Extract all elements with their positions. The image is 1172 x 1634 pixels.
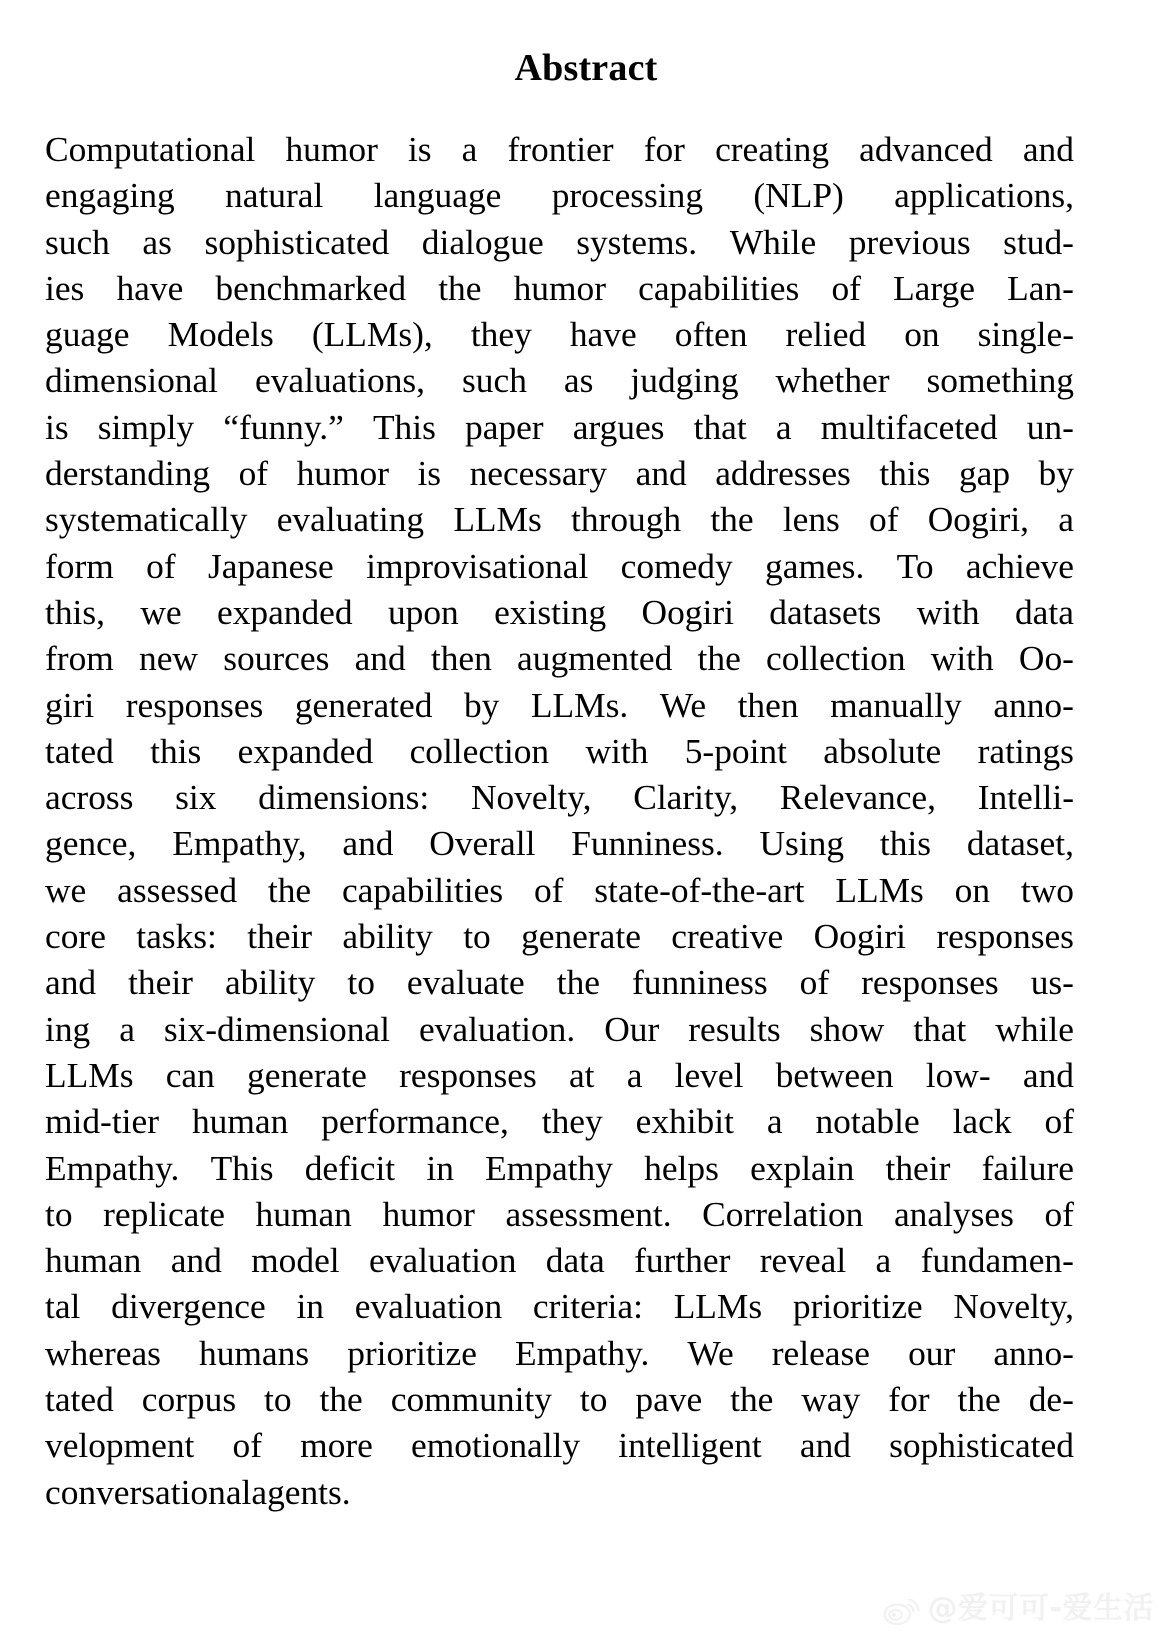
abstract-word: mid-tier <box>45 1101 160 1142</box>
abstract-word: emotionally <box>411 1425 581 1466</box>
abstract-word: evaluation. <box>418 1008 576 1049</box>
abstract-word: the <box>710 499 754 540</box>
abstract-word: the <box>957 1379 1001 1420</box>
abstract-word: and <box>342 823 394 864</box>
abstract-word: giri <box>45 684 95 725</box>
abstract-line <box>45 1237 1074 1283</box>
abstract-word: on <box>904 314 940 355</box>
abstract-word: tasks: <box>136 916 217 957</box>
abstract-word: performance, <box>321 1101 509 1142</box>
abstract-word: this <box>879 453 931 494</box>
abstract-word: can <box>165 1054 215 1095</box>
abstract-word: of <box>232 1425 263 1466</box>
abstract-word: natural <box>225 175 324 216</box>
abstract-word: we <box>45 869 87 910</box>
abstract-word: dataset, <box>966 823 1074 864</box>
abstract-word: LLMs. <box>530 684 629 725</box>
abstract-word: the <box>556 962 600 1003</box>
abstract-word: is <box>417 453 442 494</box>
abstract-word: release <box>771 1332 870 1373</box>
abstract-line <box>45 913 1074 959</box>
abstract-word: for <box>888 1379 930 1420</box>
abstract-word: Clarity, <box>633 777 739 818</box>
abstract-word: While <box>729 221 817 262</box>
abstract-word: gap <box>958 453 1011 494</box>
abstract-word: and <box>799 1425 851 1466</box>
abstract-word: prioritize <box>347 1332 477 1373</box>
abstract-word: have <box>569 314 637 355</box>
abstract-word: of <box>831 267 861 308</box>
abstract-word: two <box>1020 869 1074 910</box>
abstract-word: of <box>1044 1193 1074 1234</box>
abstract-word: failure <box>981 1147 1074 1188</box>
abstract-word: single- <box>977 314 1074 355</box>
abstract-word: ing <box>45 1008 91 1049</box>
abstract-word: simply <box>97 406 195 447</box>
abstract-line <box>45 867 1074 913</box>
abstract-word: expanded <box>237 730 374 771</box>
abstract-word: Models <box>167 314 274 355</box>
abstract-word: ratings <box>977 730 1074 771</box>
abstract-word: creating <box>715 129 830 169</box>
abstract-word: collection <box>409 730 550 771</box>
abstract-word: capabilities <box>341 869 504 910</box>
abstract-word: this <box>879 823 932 864</box>
abstract-word: such <box>45 221 110 262</box>
abstract-word: sources <box>223 638 330 679</box>
abstract-line <box>45 1191 1074 1237</box>
abstract-word: pave <box>635 1379 703 1420</box>
abstract-word: collection <box>766 638 906 679</box>
abstract-word: with <box>930 638 994 679</box>
abstract-word: often <box>674 314 748 355</box>
abstract-word: anno- <box>993 1332 1074 1373</box>
abstract-line <box>45 1052 1074 1098</box>
abstract-word: LLMs <box>45 1054 134 1095</box>
abstract-word: Empathy, <box>172 823 307 864</box>
abstract-line <box>45 404 1074 450</box>
abstract-line <box>45 728 1074 774</box>
abstract-word: humans <box>199 1332 310 1373</box>
abstract-word: of <box>869 499 899 540</box>
abstract-word: evaluation <box>354 1286 503 1327</box>
abstract-line-list <box>45 126 1074 1515</box>
abstract-word: humor <box>296 453 389 494</box>
abstract-word: (LLMs), <box>311 314 433 355</box>
abstract-word: then <box>430 638 492 679</box>
abstract-word: guage <box>45 314 130 355</box>
abstract-word: whereas <box>45 1332 161 1373</box>
abstract-word: from <box>45 638 114 679</box>
abstract-word: Large <box>893 267 975 308</box>
abstract-word: evaluations, <box>255 360 426 401</box>
abstract-word: a <box>766 1101 783 1142</box>
abstract-word: low- <box>925 1054 991 1095</box>
abstract-word: anno- <box>993 684 1074 725</box>
abstract-line <box>45 1330 1074 1376</box>
abstract-word: un- <box>1026 406 1074 447</box>
abstract-word: existing <box>494 591 607 632</box>
abstract-word: as <box>142 221 172 262</box>
abstract-word: We <box>687 1332 734 1373</box>
abstract-word: 5-point <box>684 730 787 771</box>
abstract-word: to <box>463 916 491 957</box>
abstract-line <box>45 589 1074 635</box>
abstract-word: state-of-the-art <box>594 869 805 910</box>
abstract-word: on <box>954 869 991 910</box>
abstract-word: Funniness. <box>571 823 724 864</box>
abstract-line <box>45 682 1074 728</box>
abstract-word: human <box>191 1101 289 1142</box>
abstract-body <box>45 126 1074 1515</box>
abstract-word: ability <box>342 916 433 957</box>
abstract-word: responses <box>125 684 264 725</box>
abstract-word: ability <box>224 962 316 1003</box>
abstract-word: Computational <box>45 129 256 169</box>
abstract-word: the <box>730 1379 774 1420</box>
abstract-line <box>45 959 1074 1005</box>
abstract-word: a <box>875 1240 892 1281</box>
abstract-word: Novelty, <box>953 1286 1074 1327</box>
abstract-word: a <box>461 129 478 169</box>
abstract-word: humor <box>285 129 378 169</box>
abstract-word: by <box>1038 453 1074 494</box>
abstract-word: corpus <box>141 1379 237 1420</box>
abstract-word: for <box>643 129 685 169</box>
abstract-line <box>45 1006 1074 1052</box>
abstract-word: expanded <box>216 591 353 632</box>
abstract-word: Intelli- <box>977 777 1074 818</box>
abstract-word: to <box>45 1193 73 1234</box>
abstract-word: lens <box>782 499 840 540</box>
abstract-word: Overall <box>429 823 536 864</box>
abstract-line <box>45 1145 1074 1191</box>
abstract-word: have <box>116 267 184 308</box>
abstract-word: criteria: <box>532 1286 643 1327</box>
abstract-line <box>45 543 1074 589</box>
abstract-line <box>45 1283 1074 1329</box>
abstract-word: and <box>1022 1054 1074 1095</box>
abstract-word: evaluating <box>276 499 425 540</box>
abstract-word: dimensional <box>45 360 218 401</box>
abstract-word: dialogue <box>421 221 544 262</box>
abstract-word: data <box>1014 591 1074 632</box>
abstract-word: their <box>885 1147 951 1188</box>
abstract-word: the <box>267 869 312 910</box>
abstract-word: humor <box>382 1193 475 1234</box>
abstract-word: of <box>146 545 176 586</box>
abstract-word: is <box>45 406 69 447</box>
abstract-word: this, <box>45 591 105 632</box>
abstract-line <box>45 219 1074 265</box>
abstract-word: Correlation <box>702 1193 864 1234</box>
abstract-word: gence, <box>45 823 137 864</box>
abstract-word: of <box>238 453 269 494</box>
abstract-word: through <box>571 499 682 540</box>
abstract-word: way <box>801 1379 861 1420</box>
abstract-word: exhibit <box>635 1101 734 1142</box>
abstract-word: that <box>693 406 747 447</box>
abstract-word: prioritize <box>792 1286 923 1327</box>
abstract-word: of <box>1044 1101 1074 1142</box>
abstract-word: sophisticated <box>204 221 390 262</box>
abstract-word: conversational <box>45 1471 252 1512</box>
abstract-word: and <box>354 638 406 679</box>
abstract-word: this <box>150 730 202 771</box>
abstract-word: multifaceted <box>820 406 998 447</box>
abstract-word: that <box>913 1008 967 1049</box>
abstract-word: something <box>926 360 1074 401</box>
abstract-word: necessary <box>469 453 608 494</box>
watermark <box>883 1592 1154 1626</box>
abstract-word: the <box>319 1379 363 1420</box>
abstract-word: in <box>426 1147 454 1188</box>
abstract-word: replicate <box>103 1193 225 1234</box>
abstract-word: their <box>247 916 313 957</box>
abstract-word: to <box>579 1379 608 1420</box>
abstract-word: further <box>634 1240 731 1281</box>
abstract-word: such <box>462 360 527 401</box>
abstract-word: lack <box>952 1101 1012 1142</box>
abstract-word: derstanding <box>45 453 211 494</box>
abstract-word: This <box>210 1147 274 1188</box>
abstract-word: responses <box>936 916 1074 957</box>
abstract-word: achieve <box>965 545 1074 586</box>
abstract-word: core <box>45 916 106 957</box>
abstract-word: Novelty, <box>470 777 592 818</box>
abstract-word: whether <box>775 360 890 401</box>
abstract-word: new <box>139 638 198 679</box>
abstract-word: the <box>438 267 482 308</box>
abstract-word: in <box>296 1286 324 1327</box>
abstract-word: manually <box>830 684 962 725</box>
abstract-word: language <box>373 175 502 216</box>
abstract-word: by <box>463 684 500 725</box>
abstract-line <box>45 450 1074 496</box>
abstract-word: sophisticated <box>889 1425 1074 1466</box>
abstract-word: LLMs <box>835 869 924 910</box>
abstract-word: evaluation <box>368 1240 517 1281</box>
abstract-word: explain <box>750 1147 855 1188</box>
abstract-word: tated <box>45 1379 114 1420</box>
abstract-word: our <box>908 1332 956 1373</box>
abstract-word: processing <box>551 175 704 216</box>
abstract-word: engaging <box>45 175 175 216</box>
abstract-word: comedy <box>620 545 733 586</box>
abstract-word: agents. <box>251 1471 351 1512</box>
abstract-word: while <box>995 1008 1074 1049</box>
abstract-word: and <box>45 962 97 1003</box>
abstract-word: deficit <box>304 1147 396 1188</box>
abstract-word: human <box>45 1240 142 1281</box>
weibo-logo-icon <box>883 1593 921 1626</box>
abstract-word: stud- <box>1003 221 1074 262</box>
abstract-word: evaluate <box>406 962 525 1003</box>
abstract-word: Relevance, <box>779 777 936 818</box>
abstract-word: the <box>697 638 741 679</box>
abstract-line <box>45 774 1074 820</box>
abstract-word: judging <box>630 360 739 401</box>
abstract-line <box>45 311 1074 357</box>
abstract-word: community <box>390 1379 552 1420</box>
abstract-word: intelligent <box>618 1425 762 1466</box>
abstract-line <box>45 357 1074 403</box>
abstract-word: and <box>1022 129 1074 169</box>
abstract-word: Empathy. <box>515 1332 650 1373</box>
abstract-word: six-dimensional <box>163 1008 390 1049</box>
abstract-word: show <box>809 1008 885 1049</box>
abstract-word: notable <box>815 1101 920 1142</box>
abstract-word: addresses <box>715 453 851 494</box>
abstract-word: Oogiri <box>813 916 906 957</box>
abstract-word: augmented <box>517 638 673 679</box>
abstract-word: assessed <box>117 869 238 910</box>
abstract-word: humor <box>513 267 606 308</box>
abstract-word: model <box>251 1240 340 1281</box>
abstract-word: absolute <box>823 730 942 771</box>
abstract-line <box>45 172 1074 218</box>
abstract-word: six <box>175 777 217 818</box>
abstract-word: a <box>1058 499 1074 540</box>
abstract-word: “funny.” <box>223 406 344 447</box>
abstract-word: argues <box>572 406 665 447</box>
abstract-word: at <box>568 1054 595 1095</box>
abstract-word: helps <box>644 1147 719 1188</box>
abstract-word: velopment <box>45 1425 195 1466</box>
abstract-word: (NLP) <box>753 175 844 216</box>
abstract-word: to <box>264 1379 292 1420</box>
abstract-word: with <box>585 730 649 771</box>
abstract-word: of <box>799 962 830 1003</box>
abstract-word: tated <box>45 730 114 771</box>
abstract-word: systems. <box>576 221 698 262</box>
abstract-word: To <box>896 545 934 586</box>
abstract-word: more <box>300 1425 373 1466</box>
abstract-word: systematically <box>45 499 248 540</box>
page-title: Abstract <box>514 47 658 89</box>
abstract-line <box>45 1422 1074 1468</box>
abstract-word: reveal <box>759 1240 847 1281</box>
abstract-word: datasets <box>769 591 882 632</box>
abstract-word: a <box>775 406 792 447</box>
abstract-word: they <box>470 314 532 355</box>
abstract-word: data <box>545 1240 605 1281</box>
abstract-word: we <box>140 591 182 632</box>
abstract-word: as <box>563 360 594 401</box>
abstract-word: assessment. <box>505 1193 672 1234</box>
abstract-word: funniness <box>631 962 768 1003</box>
abstract-word: form <box>45 545 114 586</box>
abstract-word: is <box>407 129 432 169</box>
abstract-line <box>45 1098 1074 1144</box>
abstract-word: of <box>533 869 564 910</box>
abstract-word: a <box>119 1008 135 1049</box>
abstract-word: and <box>635 453 687 494</box>
abstract-word: Japanese <box>208 545 334 586</box>
abstract-word: relied <box>785 314 867 355</box>
abstract-word: they <box>541 1101 603 1142</box>
abstract-word: creative <box>671 916 784 957</box>
abstract-word: tal <box>45 1286 81 1327</box>
abstract-word: ies <box>45 267 85 308</box>
abstract-word: and <box>170 1240 222 1281</box>
abstract-word: applications, <box>894 175 1074 216</box>
abstract-word: LLMs <box>673 1286 763 1327</box>
abstract-word: analyses <box>893 1193 1014 1234</box>
abstract-word: Using <box>759 823 845 864</box>
abstract-word: dimensions: <box>258 777 430 818</box>
abstract-word: Oogiri, <box>927 499 1029 540</box>
abstract-line <box>45 1376 1074 1422</box>
abstract-word: divergence <box>111 1286 266 1327</box>
abstract-word: across <box>45 777 134 818</box>
abstract-word: level <box>674 1054 744 1095</box>
abstract-line <box>45 496 1074 542</box>
abstract-word: upon <box>387 591 459 632</box>
abstract-word: between <box>775 1054 894 1095</box>
abstract-word: Our <box>604 1008 660 1049</box>
abstract-word: human <box>255 1193 352 1234</box>
abstract-word: improvisational <box>366 545 589 586</box>
abstract-line <box>45 1469 1074 1515</box>
abstract-line <box>45 126 1074 172</box>
abstract-word: to <box>347 962 375 1003</box>
abstract-line <box>45 635 1074 681</box>
abstract-word: generated <box>294 684 433 725</box>
abstract-word: then <box>737 684 799 725</box>
abstract-word: paper <box>465 406 544 447</box>
abstract-word: us- <box>1030 962 1074 1003</box>
abstract-word: capabilities <box>638 267 800 308</box>
abstract-word: benchmarked <box>215 267 407 308</box>
abstract-word: This <box>372 406 436 447</box>
abstract-word: a <box>626 1054 643 1095</box>
abstract-word: Oogiri <box>641 591 734 632</box>
abstract-line <box>45 820 1074 866</box>
abstract-word: responses <box>861 962 999 1003</box>
abstract-word: de- <box>1028 1379 1074 1420</box>
abstract-word: responses <box>399 1054 537 1095</box>
watermark-handle: @爱可可-爱生活 <box>927 1591 1154 1626</box>
abstract-word: LLMs <box>453 499 542 540</box>
abstract-word: Empathy. <box>45 1147 180 1188</box>
abstract-word: games. <box>765 545 865 586</box>
abstract-word: Lan- <box>1007 267 1074 308</box>
abstract-word: Oo- <box>1018 638 1074 679</box>
abstract-word: We <box>659 684 707 725</box>
abstract-word: fundamen- <box>920 1240 1074 1281</box>
abstract-word: generate <box>521 916 641 957</box>
abstract-word: advanced <box>859 129 993 169</box>
abstract-line <box>45 265 1074 311</box>
abstract-word: with <box>916 591 980 632</box>
abstract-word: results <box>688 1008 781 1049</box>
abstract-word: frontier <box>507 129 614 169</box>
abstract-word: previous <box>848 221 971 262</box>
abstract-word: Empathy <box>485 1147 613 1188</box>
abstract-word: their <box>128 962 193 1003</box>
abstract-word: generate <box>247 1054 367 1095</box>
